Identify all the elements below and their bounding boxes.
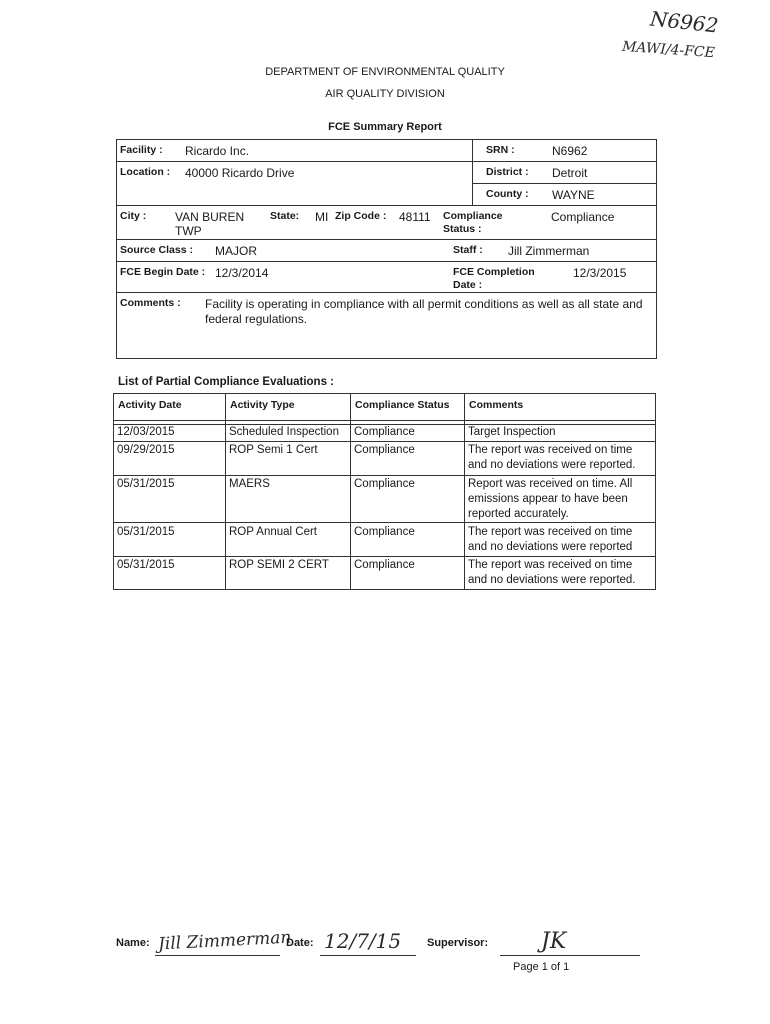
location-value: 40000 Ricardo Drive [185,166,295,180]
city-label: City : [120,210,147,222]
supervisor-label: Supervisor: [427,937,489,949]
date-value: 12/7/15 [324,929,402,953]
row-compliance-status: Compliance [354,559,415,571]
supervisor-line [500,955,640,956]
row-compliance-status: Compliance [354,478,415,490]
compliance-value: Compliance [551,210,615,224]
row-comment-line: The report was received on time [468,559,633,571]
row-compliance-status: Compliance [354,444,415,456]
row-comment-line: Report was received on time. All [468,478,633,490]
row-comment-line: emissions appear to have been [468,493,628,505]
header-activity-type: Activity Type [230,399,295,411]
handwritten-maws-note: MAWI/4-FCE [621,38,716,62]
county-value: WAYNE [552,188,595,202]
supervisor-initials: JK [541,929,567,954]
header-activity-date: Activity Date [118,399,182,411]
comments-line2: federal regulations. [205,312,308,326]
row-activity-date: 05/31/2015 [117,559,175,571]
row-activity-date: 12/03/2015 [117,426,175,438]
row-comment-line: and no deviations were reported. [468,574,636,586]
handwritten-srn: N6962 [648,6,720,38]
comments-label: Comments : [120,297,181,309]
evaluations-title: List of Partial Compliance Evaluations : [118,376,334,388]
name-signature-line [155,955,280,956]
row-activity-type: ROP SEMI 2 CERT [229,559,329,571]
row-comment-line: reported accurately. [468,508,569,520]
row-comment-line: and no deviations were reported. [468,459,636,471]
fce-completion-label-line1: FCE Completion [453,266,535,278]
district-label: District : [486,166,529,178]
row-activity-type: ROP Annual Cert [229,526,318,538]
row-comment-line: Target Inspection [468,426,556,438]
zip-value: 48111 [399,210,431,224]
row-activity-date: 05/31/2015 [117,478,175,490]
header-comments: Comments [469,399,524,411]
fce-begin-value: 12/3/2014 [215,266,269,280]
date-label: Date: [286,937,314,949]
source-class-label: Source Class : [120,244,193,256]
row-compliance-status: Compliance [354,426,415,438]
city-value-line2: TWP [175,224,202,238]
row-comment-line: The report was received on time [468,444,633,456]
compliance-label-line2: Status : [443,223,482,235]
division-title: AIR QUALITY DIVISION [325,88,445,100]
fce-completion-value: 12/3/2015 [573,266,627,280]
fce-begin-label: FCE Begin Date : [120,266,206,278]
row-comment-line: The report was received on time [468,526,633,538]
row-compliance-status: Compliance [354,526,415,538]
name-label: Name: [116,937,150,949]
srn-label: SRN : [486,144,515,156]
row-activity-date: 05/31/2015 [117,526,175,538]
comments-line1: Facility is operating in compliance with all permit conditions as well as all state and [205,297,643,311]
state-label: State: [270,210,300,222]
name-signature: Jill Zimmerman [157,927,292,955]
header-compliance-status: Compliance Status [355,399,450,411]
district-value: Detroit [552,166,588,180]
row-activity-type: Scheduled Inspection [229,426,339,438]
staff-value: Jill Zimmerman [508,244,590,258]
compliance-label-line1: Compliance [443,210,503,222]
location-label: Location : [120,166,171,178]
state-value: MI [315,210,329,224]
source-class-value: MAJOR [215,244,257,258]
srn-value: N6962 [552,144,588,158]
report-title: FCE Summary Report [328,121,442,133]
page-number: Page 1 of 1 [513,961,570,973]
row-activity-type: ROP Semi 1 Cert [229,444,318,456]
row-comment-line: and no deviations were reported [468,541,633,553]
county-label: County : [486,188,529,200]
date-line [320,955,416,956]
city-value-line1: VAN BUREN [175,210,245,224]
fce-completion-label-line2: Date : [453,279,483,291]
row-activity-date: 09/29/2015 [117,444,175,456]
zip-label: Zip Code : [335,210,387,222]
department-title: DEPARTMENT OF ENVIRONMENTAL QUALITY [265,66,505,78]
facility-label: Facility : [120,144,163,156]
row-activity-type: MAERS [229,478,270,490]
staff-label: Staff : [453,244,483,256]
facility-value: Ricardo Inc. [185,144,250,158]
